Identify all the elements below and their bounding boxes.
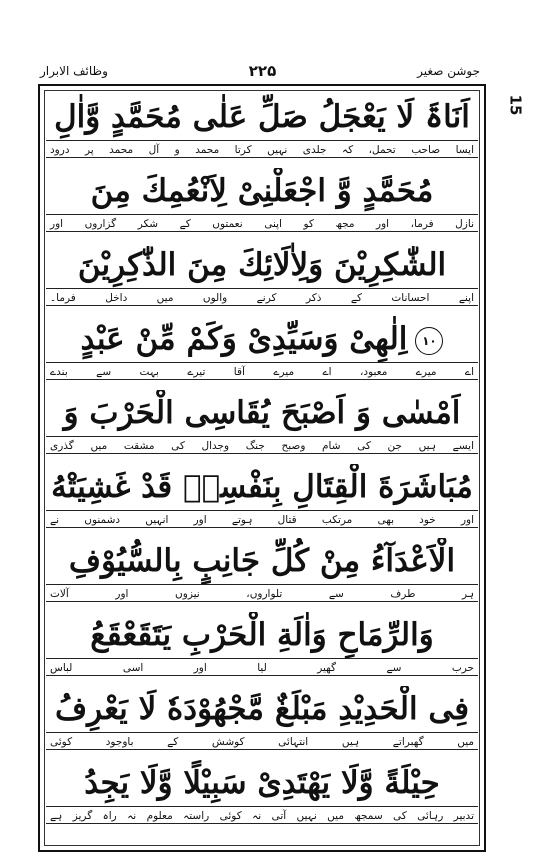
book-title: وظائف الابرار: [40, 64, 108, 78]
arabic-line-7: الْاَعْدَآءُ مِنْ كُلِّ جَانِبٍ بِالسُّيُوْفِ: [68, 543, 456, 579]
urdu-line-1: ایسا صاحب تحمل، کہ جلدی نہیں کرتا محمد و آل محمد پر درود: [46, 140, 478, 158]
arabic-line-1: اَنَاۃَ لَا يَعْجَلُ صَلِّ عَلٰى مُحَمَّدٍ وَّاٰلِ: [54, 99, 470, 135]
arabic-line-9: فِی الْحَدِيْدِ مَبْلَغٌ مَّجْهُوْدَهٗ لَا يَعْرِفُ: [54, 691, 470, 727]
page-number: ۲۲۵: [248, 62, 277, 80]
urdu-line-2: نازل فرما، اور مجھ کو اپنی نعمتوں کے شکر گزاروں اور: [46, 214, 478, 232]
arabic-line-3: الشّٰكِرِيْنَ وَلِاٰلَائِكَ مِنَ الذّٰكِرِيْنَ: [77, 247, 447, 283]
arabic-line-8: وَالرِّمَاحِ وَاٰلَةِ الْحَرْبِ يَتَقَعْقَعُ: [90, 617, 434, 653]
arabic-line-6: مُبَاشَرَةَ الْقِتَالِ بِنَفْسِهٖ قَدْ غَشِيَتْهُ: [51, 469, 473, 505]
urdu-line-10: تدبیر رہائی کی سمجھ میں نہیں آتی نہ کوئی راستہ معلوم نہ راہ گریز ہے: [46, 806, 478, 824]
arabic-line-4: [46, 316, 478, 362]
arabic-line-2: مُحَمَّدٍ وَّ اجْعَلْنِیْ لِاَنْعُمِكَ مِنَ: [90, 173, 434, 209]
urdu-line-7: ہر طرف سے تلواروں، نیزوں اور آلات: [46, 584, 478, 602]
page-header: [40, 60, 480, 82]
arabic-line-4-text: اِلٰهِیْ وَسَيِّدِیْ وَكَمْ مِّنْ عَبْدٍ: [80, 321, 408, 357]
urdu-line-8: حرب سے گھیر لیا اور اسی لباس: [46, 658, 478, 676]
side-page-number: 15: [506, 94, 525, 116]
verse-marker: ۱۰: [415, 327, 443, 355]
text-frame: [38, 84, 486, 852]
urdu-line-6: اور خود بھی مرتکب قتال ہوتے اور انہیں دشمنوں نے: [46, 510, 478, 528]
section-title: جوشن صغیر: [417, 64, 480, 78]
urdu-line-4: اے میرے معبود، اے میرے آقا تیرے بہت سے بندے: [46, 362, 478, 380]
arabic-line-10: حِيْلَةً وَّلَا يَهْتَدِیْ سَبِيْلًا وَّلَا يَجِدُ: [84, 765, 440, 801]
urdu-line-5: ایسے ہیں جن کی شام وصبح جنگ وجدال کی مشقت میں گذری: [46, 436, 478, 454]
urdu-line-9: میں گھبراتے ہیں انتہائی کوشش کے باوجود کوئی: [46, 732, 478, 750]
urdu-line-3: اپنے احسانات کے ذکر کرنے والوں میں داخل فرما۔: [46, 288, 478, 306]
arabic-line-5: اَمْسٰى وَ اَصْبَحَ يُقَاسِی الْحَرْبَ وَ: [63, 395, 461, 431]
